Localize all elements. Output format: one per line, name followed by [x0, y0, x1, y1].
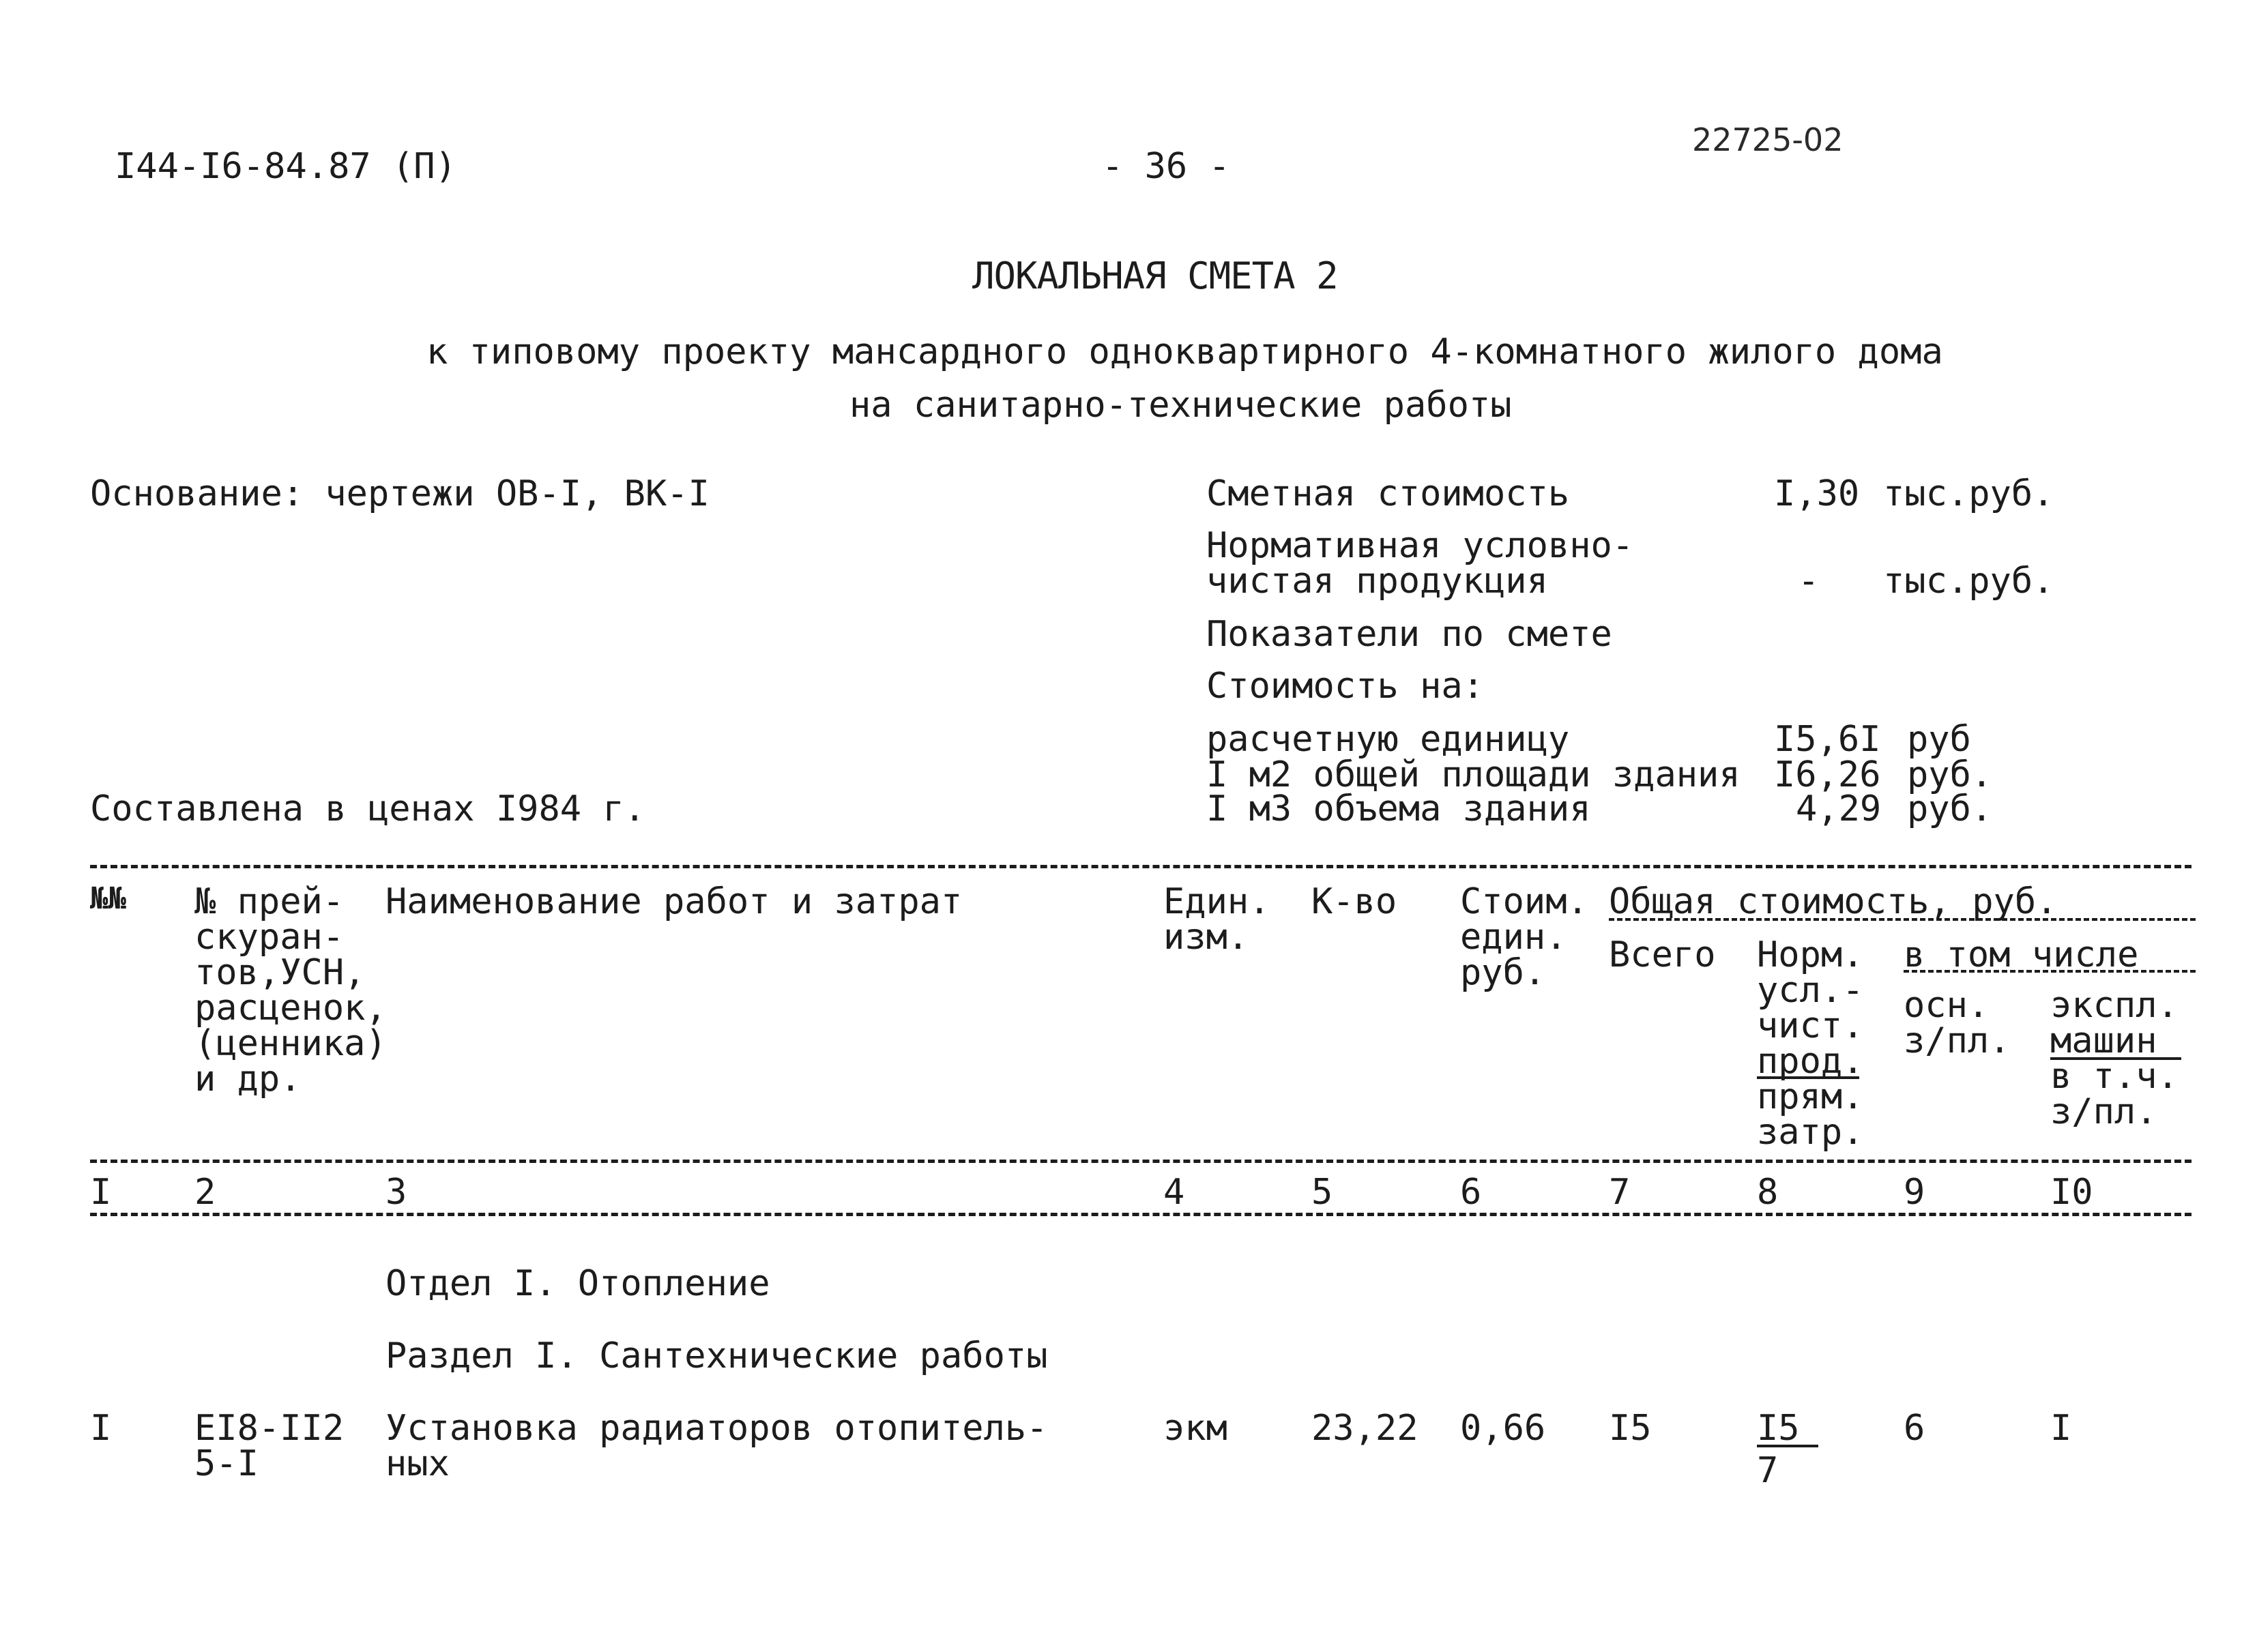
- row-machines: І: [2050, 1408, 2072, 1449]
- row-quantity: 23,22: [1311, 1408, 1418, 1449]
- prices-text: Составлена в ценах І984 г.: [90, 788, 645, 829]
- header-total-group: Общая стоимость, руб.: [1609, 881, 2058, 922]
- header-machines: экспл. машин в т.ч. з/пл.: [2050, 985, 2179, 1132]
- header-work-name: Наименование работ и затрат: [385, 881, 963, 922]
- document-subtitle-2: на санитарно-технические работы: [849, 385, 1512, 426]
- per-m3-label: І м3 объема здания: [1206, 788, 1591, 829]
- col-number-4: 4: [1163, 1172, 1185, 1213]
- per-unit-label: расчетную единицу: [1206, 719, 1570, 760]
- col-numbers-bottom-rule: [90, 1213, 2192, 1216]
- section-title: Раздел І. Сантехнические работы: [385, 1336, 1048, 1376]
- document-subtitle-1: к типовому проекту мансардного одноквартирного 4-комнатного жилого дома: [426, 331, 1943, 372]
- document-title: ЛОКАЛЬНАЯ СМЕТА 2: [972, 254, 1338, 297]
- header-number: №№: [90, 881, 126, 916]
- row-unit-cost: 0,66: [1460, 1408, 1546, 1449]
- department-title: Отдел І. Отопление: [385, 1263, 770, 1304]
- row-work-name: Установка радиаторов отопитель- ных: [385, 1408, 1048, 1484]
- col-number-10: І0: [2050, 1172, 2093, 1213]
- col-number-7: 7: [1609, 1172, 1631, 1213]
- header-unit-cost: Стоим. един. руб.: [1460, 881, 1588, 993]
- row-base-wage: 6: [1904, 1408, 1925, 1449]
- col-number-6: 6: [1460, 1172, 1482, 1213]
- indicators-label: Показатели по смете: [1206, 614, 1612, 655]
- row-normative-fraction-line: [1757, 1445, 1818, 1447]
- header-unit: Един. изм.: [1163, 881, 1270, 958]
- row-number: І: [90, 1408, 112, 1449]
- row-price-code: ЕІ8-ІІ2 5-І: [194, 1408, 345, 1484]
- header-total: Всего: [1609, 934, 1716, 975]
- normative-value: -: [1798, 561, 1820, 602]
- basis-text: Основание: чертежи ОВ-І, ВК-І: [90, 473, 710, 514]
- col-number-1: І: [90, 1172, 112, 1213]
- per-unit-value: І5,6І: [1774, 719, 1881, 760]
- row-total: І5: [1609, 1408, 1652, 1449]
- row-normative-bottom: 7: [1757, 1450, 1779, 1491]
- normative-unit: тыс.руб.: [1883, 561, 2054, 602]
- per-unit-unit: руб: [1907, 719, 1971, 760]
- cost-on-label: Стоимость на:: [1206, 666, 1484, 707]
- normative-fraction-line: [1757, 1076, 1859, 1079]
- header-quantity: К-во: [1311, 881, 1397, 922]
- per-m2-value: І6,26: [1774, 754, 1881, 795]
- header-normative: Норм. усл.- чист. прод. прям. затр.: [1757, 934, 1864, 1153]
- per-m3-unit: руб.: [1907, 788, 1993, 829]
- row-normative-top: І5: [1757, 1408, 1800, 1449]
- col-number-5: 5: [1311, 1172, 1333, 1213]
- header-bottom-rule: [90, 1160, 2192, 1163]
- per-m2-unit: руб.: [1907, 754, 1993, 795]
- header-price-list: № прей- скуран- тов,УСН, расценок, (ценника) и др.: [194, 881, 387, 1100]
- estimated-cost-value: І,30: [1774, 473, 1860, 514]
- incl-group-underline: [1904, 970, 2196, 973]
- document-code: І44-І6-84.87 (П): [115, 146, 456, 187]
- col-number-8: 8: [1757, 1172, 1779, 1213]
- per-m2-label: І м2 общей площади здания: [1206, 754, 1741, 795]
- col-number-3: 3: [385, 1172, 407, 1213]
- estimated-cost-unit: тыс.руб.: [1883, 473, 2054, 514]
- header-base-wage: осн. з/пл.: [1904, 985, 2011, 1061]
- page-number: - 36 -: [1102, 146, 1230, 187]
- normative-label: Нормативная условно- чистая продукция: [1206, 525, 1634, 602]
- row-unit: экм: [1163, 1408, 1227, 1449]
- estimated-cost-label: Сметная стоимость: [1206, 473, 1570, 514]
- header-incl-group: в том числе: [1904, 934, 2139, 975]
- table-top-rule: [90, 865, 2192, 868]
- machines-fraction-line: [2050, 1057, 2181, 1060]
- col-number-2: 2: [194, 1172, 216, 1213]
- per-m3-value: 4,29: [1796, 788, 1882, 829]
- col-number-9: 9: [1904, 1172, 1925, 1213]
- total-group-underline: [1609, 918, 2196, 921]
- stamp-number: 22725-02: [1692, 121, 1844, 158]
